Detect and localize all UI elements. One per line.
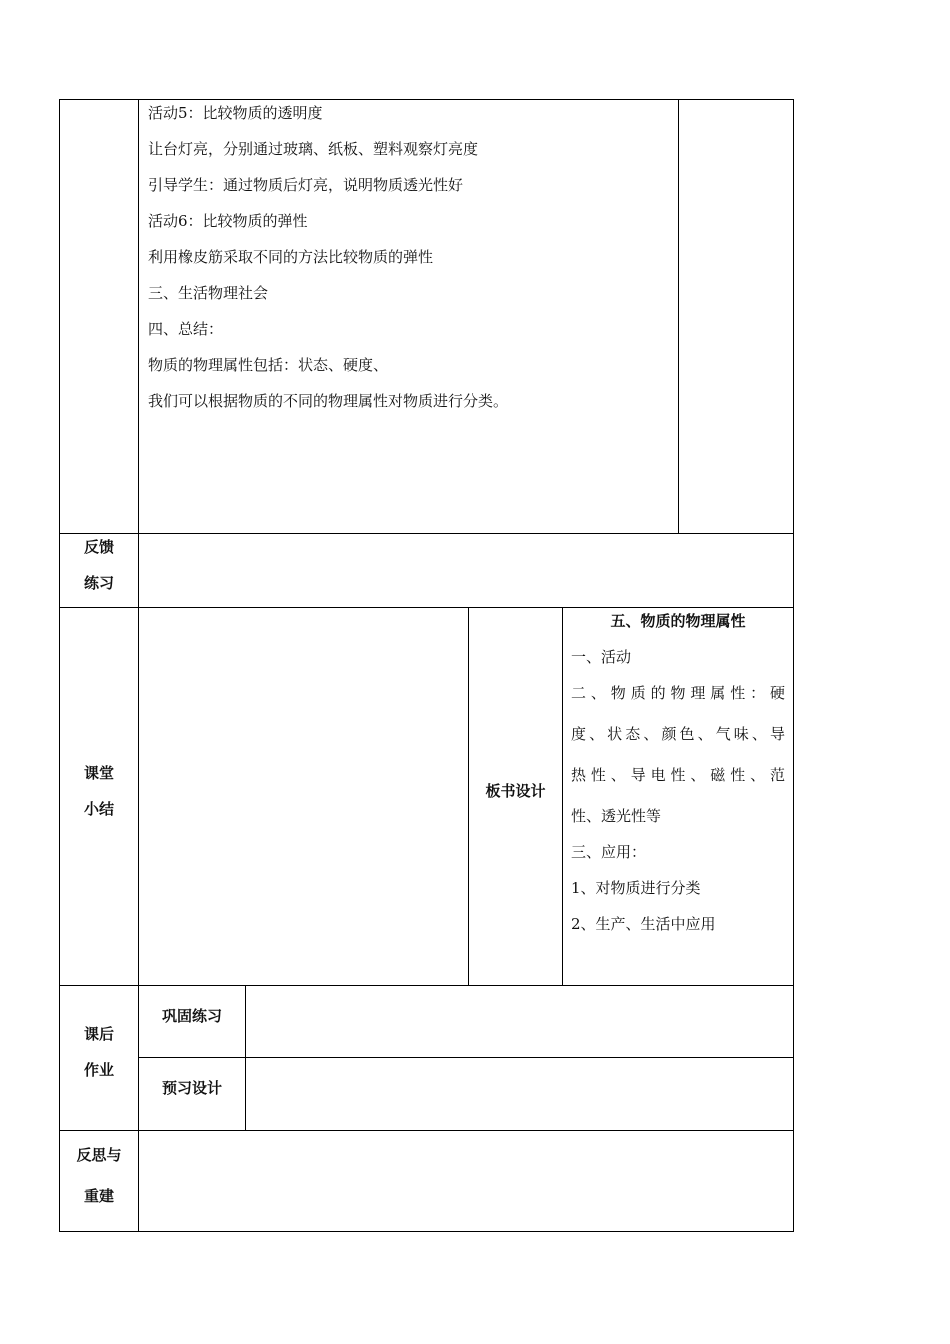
row-divider-homework [59, 985, 794, 986]
board-line: 三、应用： [571, 843, 647, 861]
board-design-label: 板书设计 [485, 782, 546, 800]
board-line: 一、活动 [571, 648, 632, 666]
consolidation-practice-label: 巩固练习 [161, 1007, 222, 1025]
summary-divider-right [562, 607, 563, 985]
homework-label-line1: 课后 [83, 1025, 114, 1043]
activity-line: 三、生活物理社会 [148, 284, 269, 302]
preview-design-label: 预习设计 [161, 1079, 222, 1097]
reflection-label-line1: 反思与 [76, 1146, 122, 1164]
board-line: 性、透光性等 [571, 807, 662, 825]
table-border-right [793, 99, 794, 1232]
board-line: 2、生产、生活中应用 [571, 915, 716, 933]
homework-subcolumn-divider [245, 985, 246, 1130]
reflection-label-line2: 重建 [83, 1187, 114, 1205]
feedback-label-line2: 练习 [83, 574, 114, 592]
board-line: 热性、导电性、磁性、范 [571, 766, 785, 784]
summary-label-line2: 小结 [83, 800, 114, 818]
row-divider-reflection [59, 1130, 794, 1131]
row-divider-summary [59, 607, 794, 608]
board-line: 度、状态、颜色、气味、导 [571, 725, 785, 743]
activity-line: 物质的物理属性包括：状态、硬度、 [148, 356, 389, 374]
activity-line: 我们可以根据物质的不同的物理属性对物质进行分类。 [148, 392, 509, 410]
label-column-divider [138, 99, 139, 1232]
top-right-column-divider [678, 99, 679, 533]
activity-line: 四、总结： [148, 320, 224, 338]
table-border-bottom [59, 1231, 794, 1232]
activity-line: 引导学生：通过物质后灯亮，说明物质透光性好 [148, 176, 464, 194]
summary-label-line1: 课堂 [83, 764, 114, 782]
board-title: 五、物质的物理属性 [610, 612, 746, 630]
row-divider-feedback [59, 533, 794, 534]
table-border-top [59, 99, 794, 100]
activity-line: 活动6：比较物质的弹性 [148, 212, 308, 230]
board-line: 二、物质的物理属性：硬 [571, 684, 785, 702]
feedback-label-line1: 反馈 [83, 538, 114, 556]
board-line: 1、对物质进行分类 [571, 879, 701, 897]
homework-label-line2: 作业 [83, 1061, 114, 1079]
activity-line: 利用橡皮筋采取不同的方法比较物质的弹性 [148, 248, 434, 266]
row-divider-homework-inner [138, 1057, 794, 1058]
activity-line: 活动5：比较物质的透明度 [148, 104, 323, 122]
activity-line: 让台灯亮，分别通过玻璃、纸板、塑料观察灯亮度 [148, 140, 479, 158]
